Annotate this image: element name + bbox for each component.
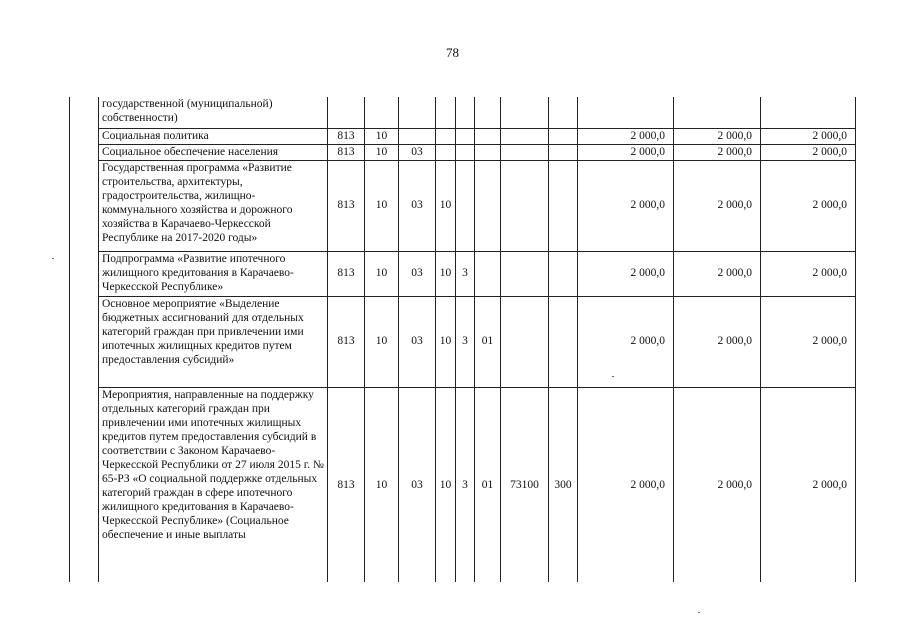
code-vr — [549, 128, 578, 144]
code-subprogram: 3 — [456, 296, 475, 387]
code-rz: 10 — [365, 160, 399, 251]
code-rz: 10 — [365, 144, 399, 160]
code-ved: 813 — [328, 296, 365, 387]
code-vr — [549, 160, 578, 251]
row-name: Социальное обеспечение населения — [99, 144, 328, 160]
scan-speck — [698, 612, 700, 613]
code-vr — [549, 296, 578, 387]
amount-2: 2 000,0 — [674, 387, 761, 582]
code-direction — [501, 144, 549, 160]
amount-3: 2 000,0 — [761, 160, 856, 251]
code-ved: 813 — [328, 251, 365, 296]
code-subprogram: 3 — [456, 387, 475, 582]
amount-3: 2 000,0 — [761, 251, 856, 296]
code-rz: 10 — [365, 251, 399, 296]
code-direction: 73100 — [501, 387, 549, 582]
code-ved — [328, 97, 365, 128]
budget-table — [69, 97, 856, 582]
row-name: Мероприятия, направленные на поддержку отдельных категорий граждан при привлечении ими ипотечных жилищных кредитов путем предоставления субсидий в соответствии с Законом Карачаево-Черкесской Республики от 27 июля 2015 г. № 65-РЗ «О социальной поддержке отдельных категорий граждан в сфере ипотечного жилищного кредитования в Карачаево-Черкесской Республике» (Социальное обеспечение и иные выплаты — [99, 387, 328, 582]
amount-3: 2 000,0 — [761, 144, 856, 160]
code-direction — [501, 296, 549, 387]
amount-1: 2 000,0 — [578, 387, 674, 582]
code-ved: 813 — [328, 160, 365, 251]
code-pr: 03 — [399, 296, 436, 387]
table-row — [70, 128, 856, 144]
row-name: государственной (муниципальной) собственности) — [99, 97, 328, 128]
code-program: 10 — [436, 251, 456, 296]
code-direction — [501, 97, 549, 128]
scan-speck — [52, 258, 54, 259]
table-body — [70, 97, 856, 582]
code-pr — [399, 128, 436, 144]
amount-3: 2 000,0 — [761, 387, 856, 582]
amount-1: 2 000,0 — [578, 144, 674, 160]
code-vr — [549, 97, 578, 128]
code-event — [475, 160, 501, 251]
table-row — [70, 296, 856, 387]
code-program — [436, 97, 456, 128]
code-pr: 03 — [399, 251, 436, 296]
code-subprogram — [456, 128, 475, 144]
code-direction — [501, 160, 549, 251]
code-vr — [549, 251, 578, 296]
code-event — [475, 144, 501, 160]
table-row — [70, 251, 856, 296]
amount-3: 2 000,0 — [761, 128, 856, 144]
code-pr: 03 — [399, 387, 436, 582]
code-event: 01 — [475, 296, 501, 387]
code-event — [475, 97, 501, 128]
amount-2: 2 000,0 — [674, 128, 761, 144]
code-pr — [399, 97, 436, 128]
code-subprogram: 3 — [456, 251, 475, 296]
code-rz: 10 — [365, 387, 399, 582]
code-vr: 300 — [549, 387, 578, 582]
amount-2: 2 000,0 — [674, 144, 761, 160]
code-direction — [501, 251, 549, 296]
code-event: 01 — [475, 387, 501, 582]
code-rz — [365, 97, 399, 128]
row-name: Социальная политика — [99, 128, 328, 144]
code-subprogram — [456, 144, 475, 160]
table-row — [70, 387, 856, 582]
code-program: 10 — [436, 387, 456, 582]
amount-1: 2 000,0 — [578, 251, 674, 296]
row-name: Государственная программа «Развитие строительства, архитектуры, градостроительства, жилищно-коммунального хозяйства и дорожного хозяйства в Карачаево-Черкесской Республике на 2017-2020 годы» — [99, 160, 328, 251]
amount-2: 2 000,0 — [674, 296, 761, 387]
amount-1: 2 000,0 — [578, 128, 674, 144]
amount-3 — [761, 97, 856, 128]
code-ved: 813 — [328, 144, 365, 160]
code-subprogram — [456, 97, 475, 128]
code-event — [475, 251, 501, 296]
row-name: Подпрограмма «Развитие ипотечного жилищного кредитования в Карачаево-Черкесской Республике» — [99, 251, 328, 296]
table-row — [70, 97, 856, 128]
code-ved: 813 — [328, 387, 365, 582]
code-pr: 03 — [399, 160, 436, 251]
amount-1 — [578, 97, 674, 128]
code-program — [436, 144, 456, 160]
code-program — [436, 128, 456, 144]
code-rz: 10 — [365, 296, 399, 387]
code-program: 10 — [436, 296, 456, 387]
table-row — [70, 144, 856, 160]
amount-1: 2 000,0 — [578, 296, 674, 387]
scan-speck — [612, 376, 614, 377]
amount-1: 2 000,0 — [578, 160, 674, 251]
table-row — [70, 160, 856, 251]
code-vr — [549, 144, 578, 160]
code-direction — [501, 128, 549, 144]
amount-2: 2 000,0 — [674, 251, 761, 296]
code-rz: 10 — [365, 128, 399, 144]
code-program: 10 — [436, 160, 456, 251]
page-number: 78 — [446, 45, 459, 60]
amount-2: 2 000,0 — [674, 160, 761, 251]
amount-3: 2 000,0 — [761, 296, 856, 387]
row-name: Основное мероприятие «Выделение бюджетных ассигнований для отдельных категорий граждан при привлечении ими ипотечных жилищных кредитов путем предоставления субсидий» — [99, 296, 328, 387]
code-event — [475, 128, 501, 144]
code-ved: 813 — [328, 128, 365, 144]
amount-2 — [674, 97, 761, 128]
code-subprogram — [456, 160, 475, 251]
code-pr: 03 — [399, 144, 436, 160]
